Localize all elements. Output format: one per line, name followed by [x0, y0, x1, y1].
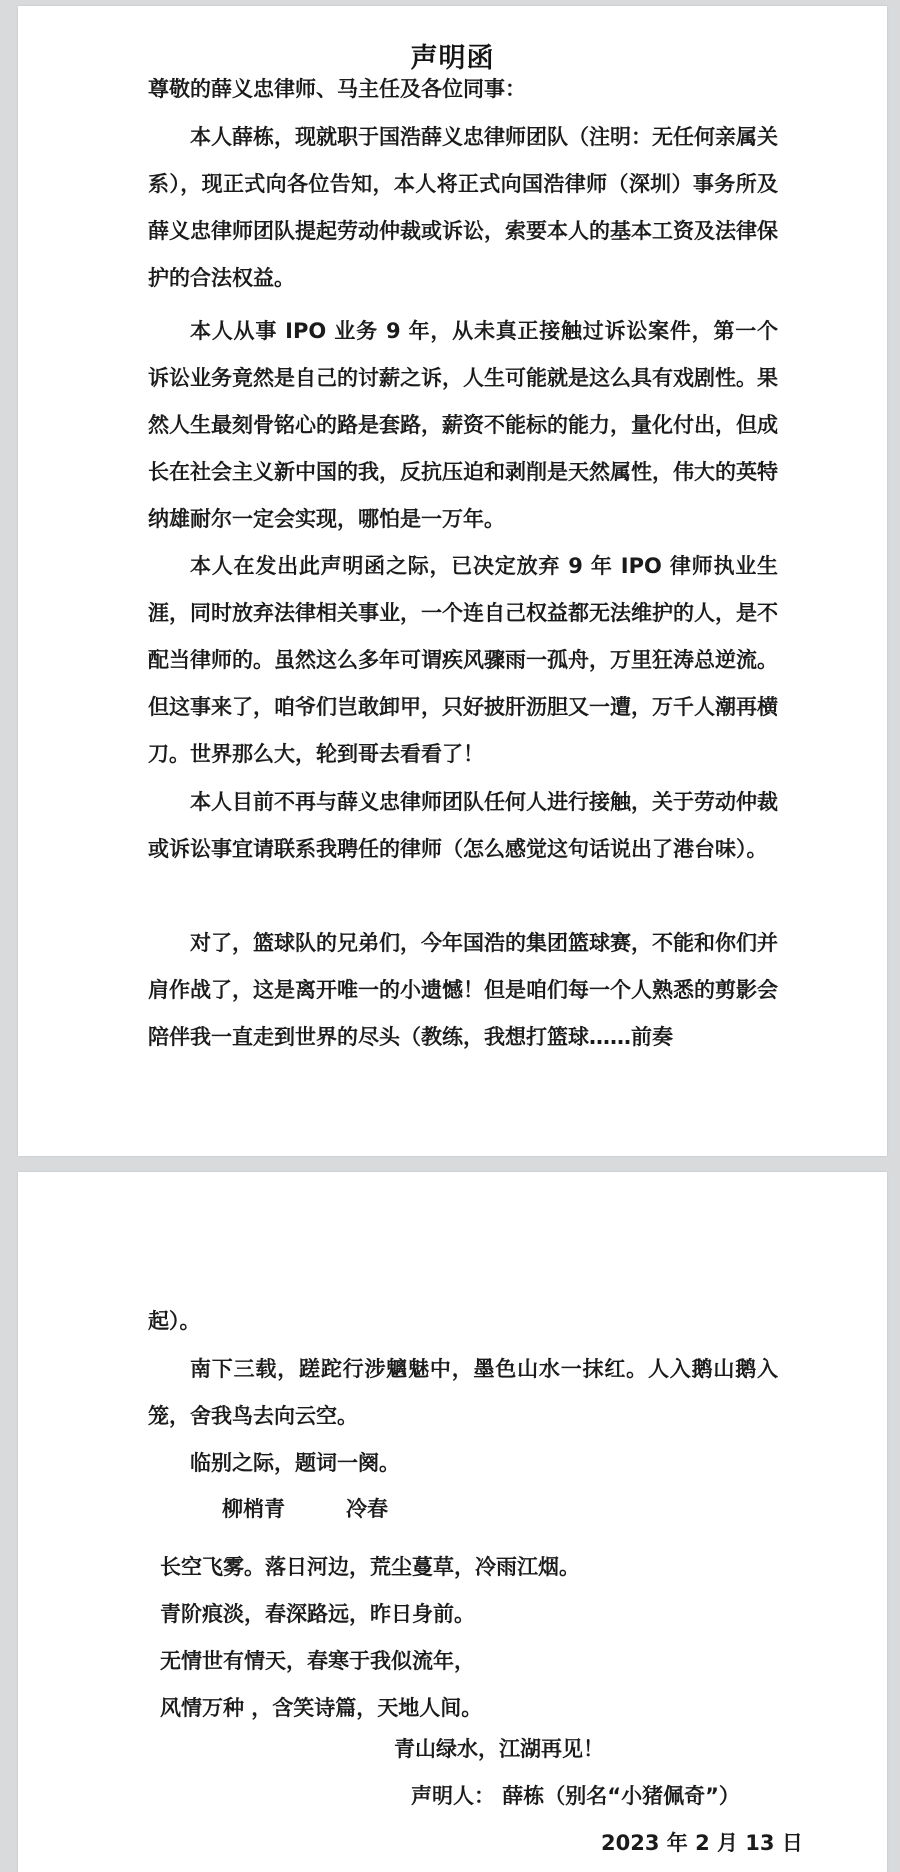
document-page-1 — [18, 6, 887, 1156]
poem-line-2: 青阶痕淡，春深路远，昨日身前。 — [160, 1602, 475, 1626]
continuation-text: 起）。 — [148, 1309, 201, 1333]
date-line: 2023 年 2 月 13 日 — [601, 1831, 803, 1855]
poem-subtitle: 冷春 — [346, 1497, 388, 1521]
poem-line-1: 长空飞雾。落日河边，荒尘蔓草，冷雨江烟。 — [160, 1555, 580, 1579]
paragraph-5: 对了，篮球队的兄弟们，今年国浩的集团篮球赛，不能和你们并肩作战了，这是离开唯一的小遗憾！但是咱们每一个人熟悉的剪影会陪伴我一直走到世界的尽头（教练，我想打篮球……前奏 — [148, 931, 778, 1049]
salutation: 尊敬的薛义忠律师、马主任及各位同事： — [148, 77, 526, 101]
poem-line-3: 无情世有情天，春寒于我似流年， — [160, 1649, 475, 1673]
poem-title: 柳梢青 — [222, 1497, 285, 1521]
paragraph-4: 本人目前不再与薛义忠律师团队任何人进行接触，关于劳动仲裁或诉讼事宜请联系我聘任的律师（怎么感觉这句话说出了港台味）。 — [148, 790, 778, 861]
paragraph-7: 临别之际，题词一阕。 — [190, 1451, 400, 1475]
paragraph-1: 本人薛栋，现就职于国浩薛义忠律师团队（注明：无任何亲属关系），现正式向各位告知，本人将正式向国浩律师（深圳）事务所及薛义忠律师团队提起劳动仲裁或诉讼，索要本人的基本工资及法律保护的合法权益。 — [148, 125, 778, 290]
paragraph-6: 南下三载，蹉跎行涉魑魅中，墨色山水一抹红。人入鹅山鹅入笼，舍我鸟去向云空。 — [148, 1357, 778, 1428]
farewell-line: 青山绿水，江湖再见！ — [394, 1737, 604, 1761]
document-title: 声明函 — [410, 43, 495, 74]
poem-line-4: 风情万种 ，含笑诗篇，天地人间。 — [160, 1696, 483, 1720]
paragraph-2: 本人从事 IPO 业务 9 年，从未真正接触过诉讼案件，第一个诉讼业务竟然是自己的讨薪之诉，人生可能就是这么具有戏剧性。果然人生最刻骨铭心的路是套路，薪资不能标的能力，量化付出，但成长在社会主义新中国的我，反抗压迫和剥削是天然属性，伟大的英特纳雄耐尔一定会实现，哪怕是一万年。 — [148, 319, 778, 531]
document-page-2 — [18, 1172, 887, 1872]
paragraph-3: 本人在发出此声明函之际，已决定放弃 9 年 IPO 律师执业生涯，同时放弃法律相关事业，一个连自己权益都无法维护的人，是不配当律师的。虽然这么多年可谓疾风骤雨一孤舟，万里狂涛总逆流。但这事来了，咱爷们岂敢卸甲，只好披肝沥胆又一遭，万千人潮再横刀。世界那么大，轮到哥去看看了！ — [148, 554, 778, 766]
signature-line: 声明人： 薛栋（别名“小猪佩奇”） — [411, 1784, 740, 1808]
